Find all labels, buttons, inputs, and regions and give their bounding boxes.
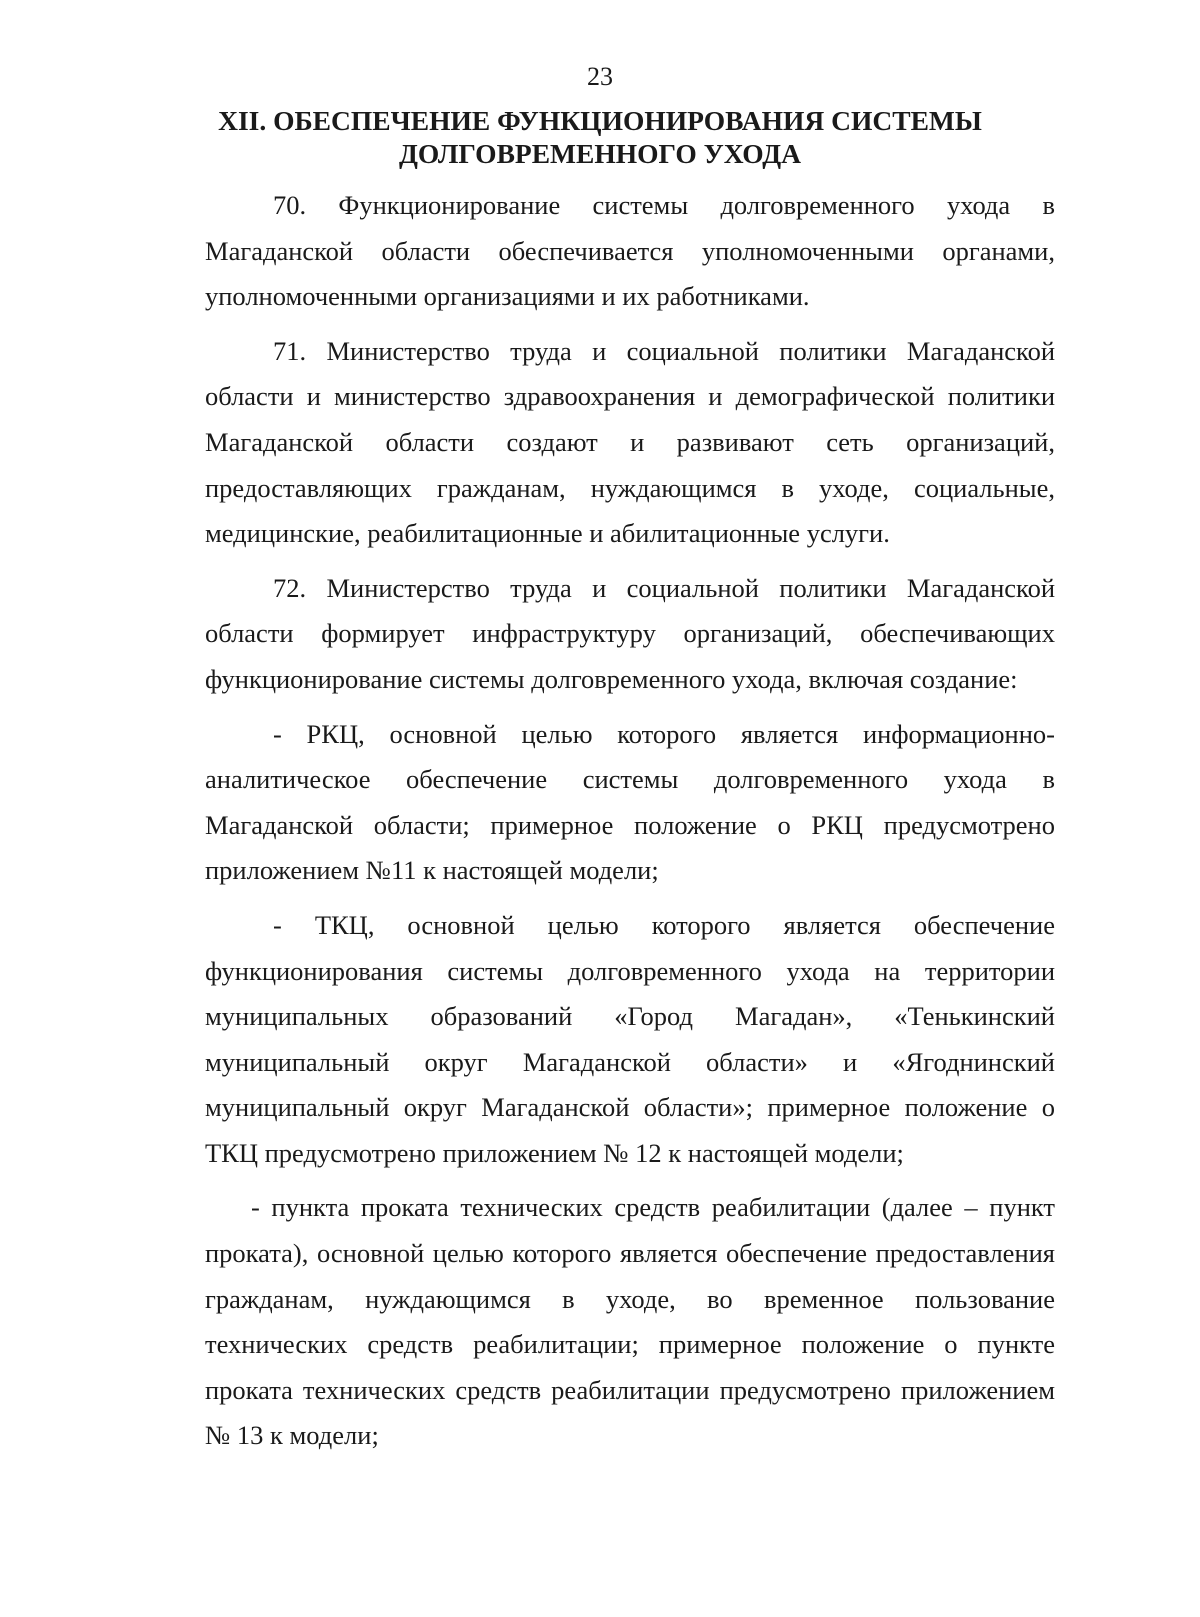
section-heading — [150, 104, 1050, 170]
section-heading-line-1: XII. ОБЕСПЕЧЕНИЕ ФУНКЦИОНИРОВАНИЯ СИСТЕМЫ — [218, 105, 982, 136]
bullet-rkc: - РКЦ, основной целью которого является информационно-аналитическое обеспечение системы долговременного ухода в Магаданской области; примерное положение о РКЦ предусмотрено приложением №11 к настоящей модели; — [205, 718, 1055, 886]
document-body — [205, 183, 1055, 1468]
paragraph-70: 70. Функционирование системы долговременного ухода в Магаданской области обеспечивается уполномоченными органами, уполномоченными организациями и их работниками. — [205, 190, 1055, 312]
paragraph-72: 72. Министерство труда и социальной политики Магаданской области формирует инфраструктуру организаций, обеспечивающих функционирование системы долговременного ухода, включая создание: — [205, 572, 1055, 694]
paragraph-71: 71. Министерство труда и социальной политики Магаданской области и министерство здравоохранения и демографической политики Магаданской области создают и развивают сеть организаций, предоставляющих гражданам, нуждающимся в уходе, социальные, медицинские, реабилитационные и абилитационные услуги. — [205, 335, 1055, 549]
bullet-tkc: - ТКЦ, основной целью которого является обеспечение функционирования системы долговременного ухода на территории муниципальных образований «Город Магадан», «Тенькинский муниципальный округ Магаданской области» и «Ягоднинский муниципальный округ Магаданской области»; примерное положение о ТКЦ предусмотрено приложением № 12 к настоящей модели; — [205, 909, 1055, 1168]
page-number: 23 — [587, 62, 613, 91]
bullet-rental-point: - пункта проката технических средств реабилитации (далее – пункт проката), основной целью которого является обеспечение предоставления гражданам, нуждающимся в уходе, во временное пользование технических средств реабилитации; примерное положение о пункте проката технических средств реабилитации предусмотрено приложением № 13 к модели; — [205, 1192, 1055, 1451]
section-heading-line-2: ДОЛГОВРЕМЕННОГО УХОДА — [398, 138, 802, 169]
